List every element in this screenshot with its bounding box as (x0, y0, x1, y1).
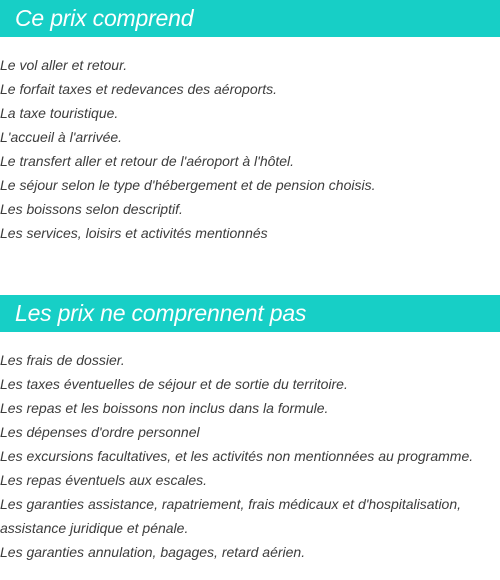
list-item: Les garanties annulation, bagages, retard aérien. (0, 544, 306, 560)
list-item: Les repas et les boissons non inclus dans la formule. (0, 400, 329, 416)
list-item: Les excursions facultatives, et les activités non mentionnées au programme. (0, 448, 474, 464)
list-item: Le transfert aller et retour de l'aéroport à l'hôtel. (0, 153, 295, 169)
list-item: Les frais de dossier. (0, 352, 125, 368)
list-item: Les taxes éventuelles de séjour et de sortie du territoire. (0, 376, 348, 392)
list-item: Le séjour selon le type d'hébergement et de pension choisis. (0, 177, 376, 193)
list-item: Les boissons selon descriptif. (0, 201, 183, 217)
list-item: Les repas éventuels aux escales. (0, 472, 208, 488)
list-item: Le vol aller et retour. (0, 57, 128, 73)
excluded-list (0, 348, 500, 564)
list-item: Le forfait taxes et redevances des aéroports. (0, 81, 278, 97)
list-item: Les garanties assistance, rapatriement, frais médicaux et d'hospitalisation, (0, 496, 462, 512)
included-list (0, 53, 500, 245)
list-item: assistance juridique et pénale. (0, 520, 189, 536)
list-item: Les services, loisirs et activités mentionnés (0, 225, 268, 241)
list-item: La taxe touristique. (0, 105, 119, 121)
included-section-title: Ce prix comprend (0, 0, 500, 37)
list-item: L'accueil à l'arrivée. (0, 129, 123, 145)
list-item: Les dépenses d'ordre personnel (0, 424, 200, 440)
excluded-section-title: Les prix ne comprennent pas (0, 295, 500, 332)
